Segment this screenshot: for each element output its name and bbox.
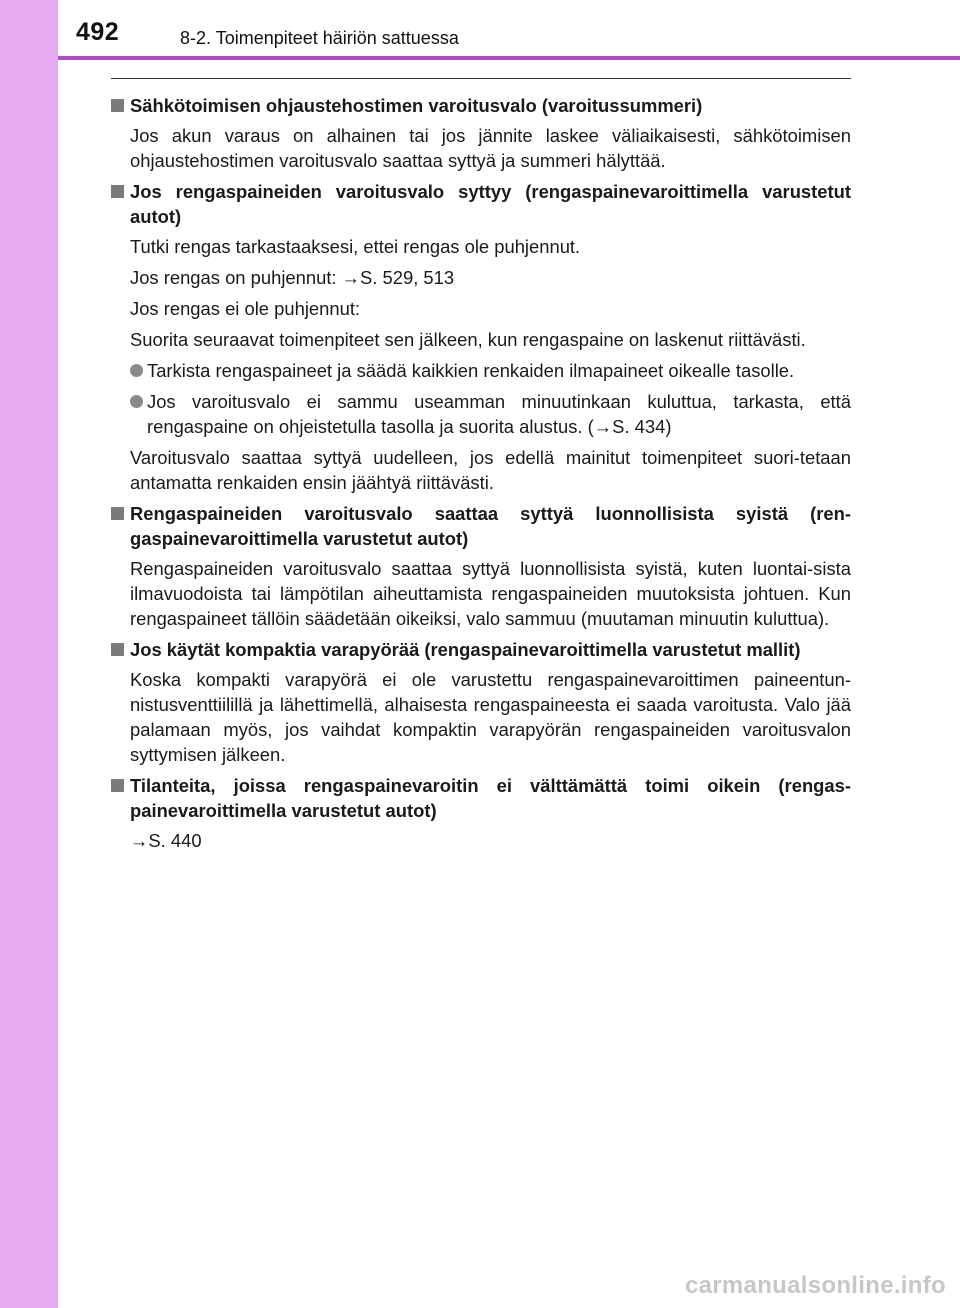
page-number: 492 (76, 18, 120, 46)
list-item (111, 358, 851, 383)
heading-text: Rengaspaineiden varoitusvalo saattaa syttyä luonnollisista syistä (ren-gaspainevaroittimella varustetut autot) (130, 503, 851, 549)
paragraph: →S. 440 (130, 830, 202, 851)
paragraph: Jos rengas ei ole puhjennut: (130, 298, 361, 319)
paragraph: Tutki rengas tarkastaaksesi, ettei rengas ole puhjennut. (130, 236, 581, 257)
section-heading (111, 179, 851, 229)
heading-text: Tilanteita, joissa rengaspainevaroitin ei välttämättä toimi oikein (rengas-painevaroittimella varustetut autot) (130, 775, 851, 821)
paragraph: Suorita seuraavat toimenpiteet sen jälkeen, kun rengaspaine on laskenut riittävästi. (130, 329, 806, 350)
square-bullet-icon (111, 643, 124, 656)
round-bullet-icon (130, 395, 143, 408)
square-bullet-icon (111, 99, 124, 112)
bullet-text: Jos varoitusvalo ei sammu useamman minuutinkaan kuluttua, tarkasta, että rengaspaine on ohjeistetulla tasolla ja suorita alustus. (→S. 434) (147, 391, 851, 437)
page-sidebar (0, 0, 58, 1308)
paragraph: Koska kompakti varapyörä ei ole varustettu rengaspainevaroittimen paineentun-nistusventtiilillä ja lähettimellä, alhaisesta rengaspaineesta ei saada varoitusta. Valo jää palamaan myös, jos vaihdat kompaktin varapyörän rengaspaineiden varoitusvalon syttymisen jälkeen. (130, 669, 851, 765)
heading-text: Sähkötoimisen ohjaustehostimen varoitusvalo (varoitussummeri) (130, 95, 703, 116)
list-item (111, 389, 851, 439)
content (111, 88, 851, 859)
paragraph: Varoitusvalo saattaa syttyä uudelleen, jos edellä mainitut toimenpiteet suori-tetaan antamatta renkaiden ensin jäähtyä riittävästi. (130, 447, 851, 493)
paragraph: Rengaspaineiden varoitusvalo saattaa syttyä luonnollisista syistä, kuten luontai-sista ilmavuodoista tai lämpötilan aiheuttamista rengaspaineiden muutoksista johtuen. Kun rengaspaineet tällöin säädetään oikeiksi, valo sammuu (muutaman minuutin kuluttua). (130, 558, 851, 629)
heading-text: Jos rengaspaineiden varoitusvalo syttyy (rengaspainevaroittimella varustetut autot) (130, 181, 851, 227)
watermark: carmanualsonline.info (684, 1272, 946, 1299)
section-heading (111, 773, 851, 823)
paragraph: Jos rengas on puhjennut: →S. 529, 513 (130, 267, 455, 288)
square-bullet-icon (111, 185, 124, 198)
round-bullet-icon (130, 364, 143, 377)
section-heading (111, 637, 851, 662)
square-bullet-icon (111, 507, 124, 520)
section-title: 8-2. Toimenpiteet häiriön sattuessa (180, 28, 459, 48)
section-heading (111, 501, 851, 551)
square-bullet-icon (111, 779, 124, 792)
bullet-text: Tarkista rengaspaineet ja säädä kaikkien renkaiden ilmapaineet oikealle tasolle. (147, 360, 795, 381)
top-rule (111, 78, 851, 79)
header-divider (58, 56, 960, 60)
paragraph: Jos akun varaus on alhainen tai jos jännite laskee väliaikaisesti, sähkötoimisen ohjaustehostimen varoitusvalo saattaa syttyä ja summeri hälyttää. (130, 125, 851, 171)
section-heading (111, 93, 851, 118)
heading-text: Jos käytät kompaktia varapyörää (rengaspainevaroittimella varustetut mallit) (130, 639, 801, 660)
